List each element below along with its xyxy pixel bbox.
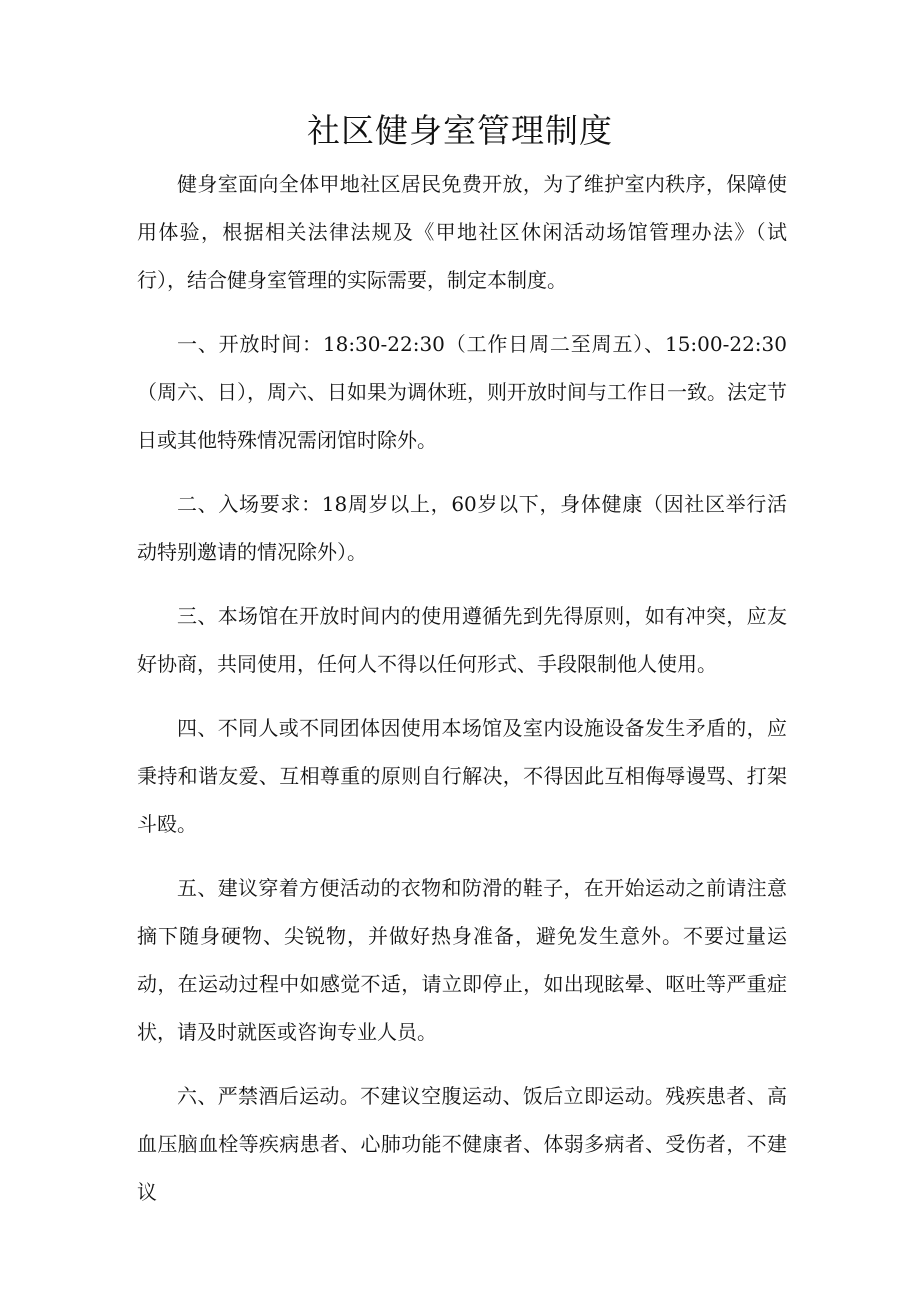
- document-body: [137, 160, 787, 1232]
- document-title: 社区健身室管理制度: [307, 111, 613, 150]
- rule-first-come: 三、本场馆在开放时间内的使用遵循先到先得原则，如有冲突，应友好协商，共同使用，任何人不得以任何形式、手段限制他人使用。: [137, 604, 787, 676]
- rule-prohibitions: 六、严禁酒后运动。不建议空腹运动、饭后立即运动。残疾患者、高血压脑血栓等疾病患者、心肺功能不健康者、体弱多病者、受伤者，不建议: [137, 1084, 787, 1204]
- rule-conflict-resolution: 四、不同人或不同团体因使用本场馆及室内设施设备发生矛盾的，应秉持和谐友爱、互相尊重的原则自行解决，不得因此互相侮辱谩骂、打架斗殴。: [137, 716, 787, 836]
- rule-safety-advice: 五、建议穿着方便活动的衣物和防滑的鞋子，在开始运动之前请注意摘下随身硬物、尖锐物，并做好热身准备，避免发生意外。不要过量运动，在运动过程中如感觉不适，请立即停止，如出现眩晕、呕吐等严重症状，请及时就医或咨询专业人员。: [137, 876, 787, 1044]
- rule-entry-requirements: 二、入场要求：18周岁以上，60岁以下，身体健康（因社区举行活动特别邀请的情况除外）。: [137, 492, 787, 564]
- intro-paragraph: 健身室面向全体甲地社区居民免费开放，为了维护室内秩序，保障使用体验，根据相关法律法规及《甲地社区休闲活动场馆管理办法》（试行），结合健身室管理的实际需要，制定本制度。: [137, 172, 787, 292]
- rule-opening-hours: 一、开放时间：18:30-22:30（工作日周二至周五）、15:00-22:30（周六、日），周六、日如果为调休班，则开放时间与工作日一致。法定节日或其他特殊情况需闭馆时除外。: [137, 332, 787, 452]
